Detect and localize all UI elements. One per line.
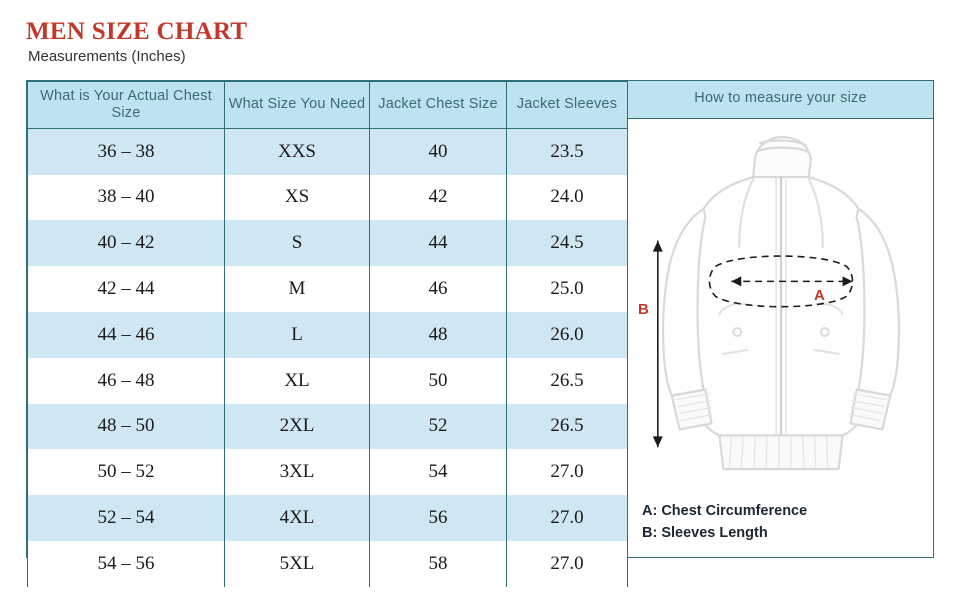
size-table-section bbox=[27, 81, 627, 574]
cell-size-needed: 2XL bbox=[225, 404, 370, 450]
table-row bbox=[28, 541, 628, 587]
table-row bbox=[28, 312, 628, 358]
cell-jacket-sleeves: 23.5 bbox=[507, 128, 628, 174]
table-body bbox=[28, 128, 628, 586]
marker-a-label: A bbox=[814, 286, 825, 304]
cell-size-needed: XS bbox=[225, 175, 370, 221]
cell-jacket-chest: 40 bbox=[370, 128, 507, 174]
cell-actual-chest: 40 – 42 bbox=[28, 220, 225, 266]
cell-actual-chest: 44 – 46 bbox=[28, 312, 225, 358]
cell-size-needed: 3XL bbox=[225, 449, 370, 495]
cell-jacket-sleeves: 26.5 bbox=[507, 358, 628, 404]
cell-jacket-chest: 42 bbox=[370, 175, 507, 221]
cell-size-needed: L bbox=[225, 312, 370, 358]
cell-jacket-chest: 54 bbox=[370, 449, 507, 495]
cell-jacket-sleeves: 24.5 bbox=[507, 220, 628, 266]
marker-b-label: B bbox=[638, 300, 649, 318]
table-row bbox=[28, 358, 628, 404]
cell-actual-chest: 50 – 52 bbox=[28, 449, 225, 495]
table-row bbox=[28, 220, 628, 266]
cell-jacket-chest: 56 bbox=[370, 495, 507, 541]
column-header-jacket-sleeves: Jacket Sleeves bbox=[507, 81, 628, 128]
cell-size-needed: M bbox=[225, 266, 370, 312]
cell-jacket-chest: 50 bbox=[370, 358, 507, 404]
how-to-measure-section bbox=[627, 81, 933, 557]
legend-item-sleeves: B: Sleeves Length bbox=[642, 524, 768, 541]
cell-actual-chest: 52 – 54 bbox=[28, 495, 225, 541]
cell-jacket-chest: 58 bbox=[370, 541, 507, 587]
cell-jacket-sleeves: 27.0 bbox=[507, 449, 628, 495]
cell-jacket-chest: 52 bbox=[370, 404, 507, 450]
size-chart-container bbox=[26, 80, 934, 574]
cell-jacket-sleeves: 24.0 bbox=[507, 175, 628, 221]
cell-size-needed: XL bbox=[225, 358, 370, 404]
cell-jacket-chest: 46 bbox=[370, 266, 507, 312]
table-row bbox=[28, 495, 628, 541]
cell-actual-chest: 46 – 48 bbox=[28, 358, 225, 404]
cell-jacket-sleeves: 27.0 bbox=[507, 541, 628, 587]
column-header-jacket-chest: Jacket Chest Size bbox=[370, 81, 507, 128]
table-row bbox=[28, 266, 628, 312]
cell-size-needed: S bbox=[225, 220, 370, 266]
legend-item-chest: A: Chest Circumference bbox=[642, 503, 808, 519]
how-to-measure-header: How to measure your size bbox=[628, 81, 933, 119]
table-header-row bbox=[28, 81, 628, 128]
table-row bbox=[28, 404, 628, 450]
column-header-actual-chest: What is Your Actual Chest Size bbox=[28, 81, 225, 128]
measure-legend bbox=[642, 501, 807, 545]
how-to-measure-body bbox=[628, 119, 933, 557]
cell-size-needed: XXS bbox=[225, 128, 370, 174]
sleeve-measure-arrow bbox=[653, 240, 663, 447]
cell-jacket-chest: 44 bbox=[370, 220, 507, 266]
jacket-illustration-icon bbox=[628, 119, 933, 557]
table-header bbox=[28, 81, 628, 128]
table-row bbox=[28, 128, 628, 174]
table-row bbox=[28, 175, 628, 221]
column-header-size-needed: What Size You Need bbox=[225, 81, 370, 128]
cell-jacket-sleeves: 27.0 bbox=[507, 495, 628, 541]
page-subtitle: Measurements (Inches) bbox=[28, 47, 186, 65]
size-table bbox=[27, 81, 628, 587]
cell-jacket-chest: 48 bbox=[370, 312, 507, 358]
cell-actual-chest: 42 – 44 bbox=[28, 266, 225, 312]
cell-size-needed: 4XL bbox=[225, 495, 370, 541]
page-title: MEN SIZE CHART bbox=[26, 18, 248, 45]
cell-jacket-sleeves: 25.0 bbox=[507, 266, 628, 312]
table-row bbox=[28, 449, 628, 495]
cell-size-needed: 5XL bbox=[225, 541, 370, 587]
cell-jacket-sleeves: 26.5 bbox=[507, 404, 628, 450]
cell-actual-chest: 48 – 50 bbox=[28, 404, 225, 450]
cell-actual-chest: 38 – 40 bbox=[28, 175, 225, 221]
cell-actual-chest: 54 – 56 bbox=[28, 541, 225, 587]
cell-jacket-sleeves: 26.0 bbox=[507, 312, 628, 358]
cell-actual-chest: 36 – 38 bbox=[28, 128, 225, 174]
